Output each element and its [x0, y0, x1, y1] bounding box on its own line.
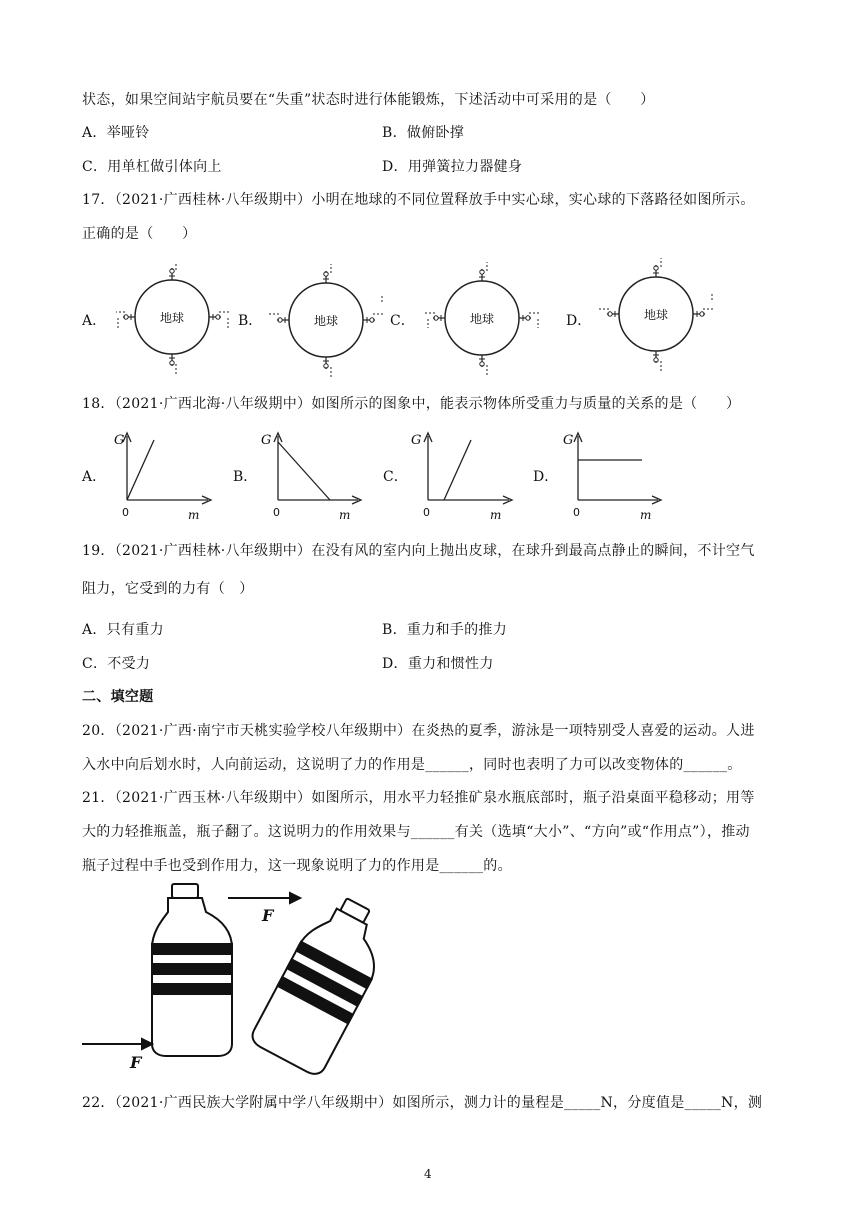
svg-text:m: m — [640, 508, 652, 522]
q19-option-d: D．重力和惯性力 — [382, 656, 494, 672]
q17-option-c-label: C． — [390, 313, 415, 329]
force-arrow-bottom — [82, 1039, 152, 1049]
q17-option-b-label: B． — [238, 313, 263, 329]
q18-option-b-label: B． — [233, 469, 258, 485]
q17-option-d-label: D． — [566, 313, 592, 329]
svg-text:G: G — [563, 433, 574, 448]
svg-text:0: 0 — [273, 506, 280, 519]
globe-label-b: 地球 — [313, 314, 339, 328]
svg-text:m: m — [490, 508, 502, 522]
q19-option-a: A．只有重力 — [82, 622, 164, 638]
page-number: 4 — [424, 1167, 432, 1181]
globe-label-d: 地球 — [643, 308, 669, 322]
svg-text:m: m — [188, 508, 200, 522]
svg-text:G: G — [411, 433, 422, 448]
upright-bottle — [152, 884, 232, 1056]
svg-text:0: 0 — [573, 506, 580, 519]
globe-label-c: 地球 — [469, 312, 495, 326]
q17-stem-line2: 正确的是（ ） — [82, 226, 197, 242]
q20-stem-line1: 20．（2021·广西·南宁市天桃实验学校八年级期中）在炎热的夏季，游泳是一项特别受人喜爱的运动。人进 — [82, 723, 755, 739]
q21-stem-line2: 大的力轻推瓶盖，瓶子翻了。这说明力的作用效果与______有关（选填“大小”、“方向”或“作用点”），推动 — [82, 824, 750, 840]
force-label-bottom: F — [130, 1053, 142, 1072]
q18-option-a-label: A． — [82, 469, 107, 485]
q19-stem-line1: 19．（2021·广西桂林·八年级期中）在没有风的室内向上抛出皮球，在球升到最高点静止的瞬间，不计空气 — [82, 543, 755, 559]
svg-text:0: 0 — [122, 506, 129, 519]
svg-text:G: G — [114, 433, 125, 448]
section-title: 二、填空题 — [82, 689, 154, 705]
q19-option-c: C．不受力 — [82, 656, 151, 672]
svg-text:0: 0 — [423, 506, 430, 519]
q18-option-d-label: D． — [533, 469, 559, 485]
q21-stem-line3: 瓶子过程中手也受到作用力，这一现象说明了力的作用是______的。 — [82, 858, 512, 874]
q21-stem-line1: 21．（2021·广西玉林·八年级期中）如图所示，用水平力轻推矿泉水瓶底部时，瓶子沿桌面平稳移动；用等 — [82, 790, 755, 806]
svg-text:m: m — [339, 508, 351, 522]
q18-option-c-label: C． — [383, 469, 408, 485]
q18-stem: 18．（2021·广西北海·八年级期中）如图所示的图象中，能表示物体所受重力与质量的关系的是（ ） — [82, 396, 741, 412]
q16-option-b: B．做俯卧撑 — [382, 125, 465, 141]
force-label-top: F — [262, 906, 274, 925]
q16-stem: 状态，如果空间站宇航员要在“失重”状态时进行体能锻炼，下述活动中可采用的是（ ） — [82, 92, 655, 108]
globe-label-a: 地球 — [159, 311, 185, 325]
q16-option-c: C．用单杠做引体向上 — [82, 159, 222, 175]
q19-stem-line2: 阻力，它受到的力有（ ） — [82, 581, 254, 597]
q22-stem-line1: 22．（2021·广西民族大学附属中学八年级期中）如图所示，测力计的量程是_____N，分度值是_____N，测 — [82, 1095, 763, 1111]
q16-option-d: D．用弹簧拉力器健身 — [382, 159, 523, 175]
q17-option-a-label: A． — [82, 313, 107, 329]
q20-stem-line2: 入水中向后划水时，人向前运动，这说明了力的作用是______，同时也表明了力可以改变物体的______。 — [82, 757, 742, 773]
q17-stem-line1: 17．（2021·广西桂林·八年级期中）小明在地球的不同位置释放手中实心球，实心球的下落路径如图所示。 — [82, 192, 755, 208]
q16-option-a: A．举哑铃 — [82, 125, 150, 141]
q19-option-b: B．重力和手的推力 — [382, 622, 507, 638]
force-arrow-top — [228, 893, 300, 903]
svg-text:G: G — [261, 433, 272, 448]
